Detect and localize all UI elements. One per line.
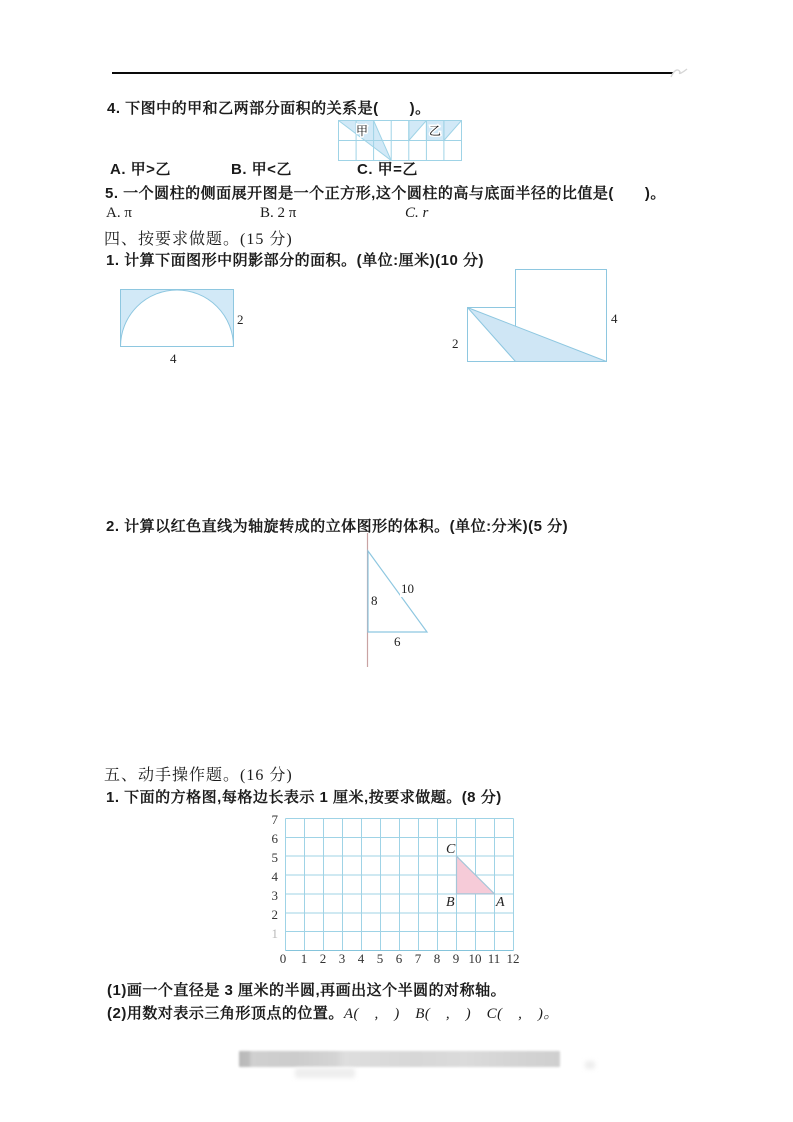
sub-question-2-prefix: (2)用数对表示三角形顶点的位置。 bbox=[107, 1005, 344, 1022]
y-tick-3: 3 bbox=[271, 888, 278, 903]
y-tick-5: 5 bbox=[271, 850, 278, 865]
q4-option-a: A. 甲>乙 bbox=[110, 161, 171, 178]
section-4-heading: 四、按要求做题。(15 分) bbox=[104, 231, 293, 248]
vertex-label-a: A bbox=[496, 895, 505, 910]
pen-mark bbox=[668, 64, 690, 82]
watermark-smudge bbox=[295, 1068, 355, 1078]
semicircle-figure bbox=[120, 289, 234, 348]
top-rule bbox=[112, 72, 673, 74]
y-tick-2: 2 bbox=[271, 907, 278, 922]
label-jia: 甲 bbox=[356, 124, 369, 138]
watermark-smudge-2 bbox=[585, 1061, 595, 1069]
sub-question-2-points: A( , ) B( , ) C( , )。 bbox=[343, 1006, 559, 1022]
question-4-text: 4. 下图中的甲和乙两部分面积的关系是( )。 bbox=[107, 100, 431, 117]
sub-question-2 bbox=[107, 1002, 559, 1023]
label-yi: 乙 bbox=[429, 124, 442, 138]
section-5-heading: 五、动手操作题。(16 分) bbox=[104, 767, 293, 784]
q5-option-c: C. r bbox=[405, 205, 429, 221]
x-tick-0: 0 bbox=[279, 951, 287, 966]
section-4-q2-text: 2. 计算以红色直线为轴旋转成的立体图形的体积。(单位:分米)(5 分) bbox=[106, 518, 569, 535]
squares-figure bbox=[467, 269, 613, 365]
y-tick-1: 1 bbox=[271, 926, 278, 941]
section-5-q1-text: 1. 下面的方格图,每格边长表示 1 厘米,按要求做题。(8 分) bbox=[106, 789, 502, 806]
q4-option-b: B. 甲<乙 bbox=[231, 161, 292, 178]
q4-grid-figure bbox=[338, 120, 462, 161]
x-tick-9: 9 bbox=[452, 951, 460, 966]
x-tick-7: 7 bbox=[414, 951, 422, 966]
vertex-label-b: B bbox=[446, 895, 455, 910]
triangle-base-label: 6 bbox=[394, 634, 401, 649]
y-tick-7: 7 bbox=[271, 812, 278, 827]
y-tick-6: 6 bbox=[271, 831, 278, 846]
question-5-text: 5. 一个圆柱的侧面展开图是一个正方形,这个圆柱的高与底面半径的比值是( )。 bbox=[105, 185, 666, 202]
x-tick-11: 11 bbox=[487, 951, 501, 966]
section-4-q1-text: 1. 计算下面图形中阴影部分的面积。(单位:厘米)(10 分) bbox=[106, 252, 485, 269]
x-tick-5: 5 bbox=[376, 951, 384, 966]
x-tick-12: 12 bbox=[506, 951, 520, 966]
x-tick-2: 2 bbox=[319, 951, 327, 966]
vertex-label-c: C bbox=[446, 842, 456, 857]
triangle-leg-label: 8 bbox=[371, 593, 378, 608]
sub-question-1: (1)画一个直径是 3 厘米的半圆,再画出这个半圆的对称轴。 bbox=[107, 982, 507, 999]
x-tick-1: 1 bbox=[300, 951, 308, 966]
y-tick-4: 4 bbox=[271, 869, 278, 884]
triangle-hypotenuse-label: 10 bbox=[401, 581, 414, 596]
watermark-bar bbox=[239, 1051, 560, 1067]
semicircle-width-label: 4 bbox=[170, 351, 177, 366]
coordinate-grid bbox=[285, 818, 515, 952]
x-tick-6: 6 bbox=[395, 951, 403, 966]
x-tick-4: 4 bbox=[357, 951, 365, 966]
q5-option-a: A. π bbox=[106, 205, 132, 221]
large-square-side-label: 4 bbox=[611, 311, 618, 326]
q5-option-b: B. 2 π bbox=[260, 205, 297, 221]
x-tick-3: 3 bbox=[338, 951, 346, 966]
small-square-side-label: 2 bbox=[452, 336, 459, 351]
x-tick-8: 8 bbox=[433, 951, 441, 966]
semicircle-height-label: 2 bbox=[237, 312, 244, 327]
q4-option-c: C. 甲=乙 bbox=[357, 161, 418, 178]
x-tick-10: 10 bbox=[468, 951, 482, 966]
